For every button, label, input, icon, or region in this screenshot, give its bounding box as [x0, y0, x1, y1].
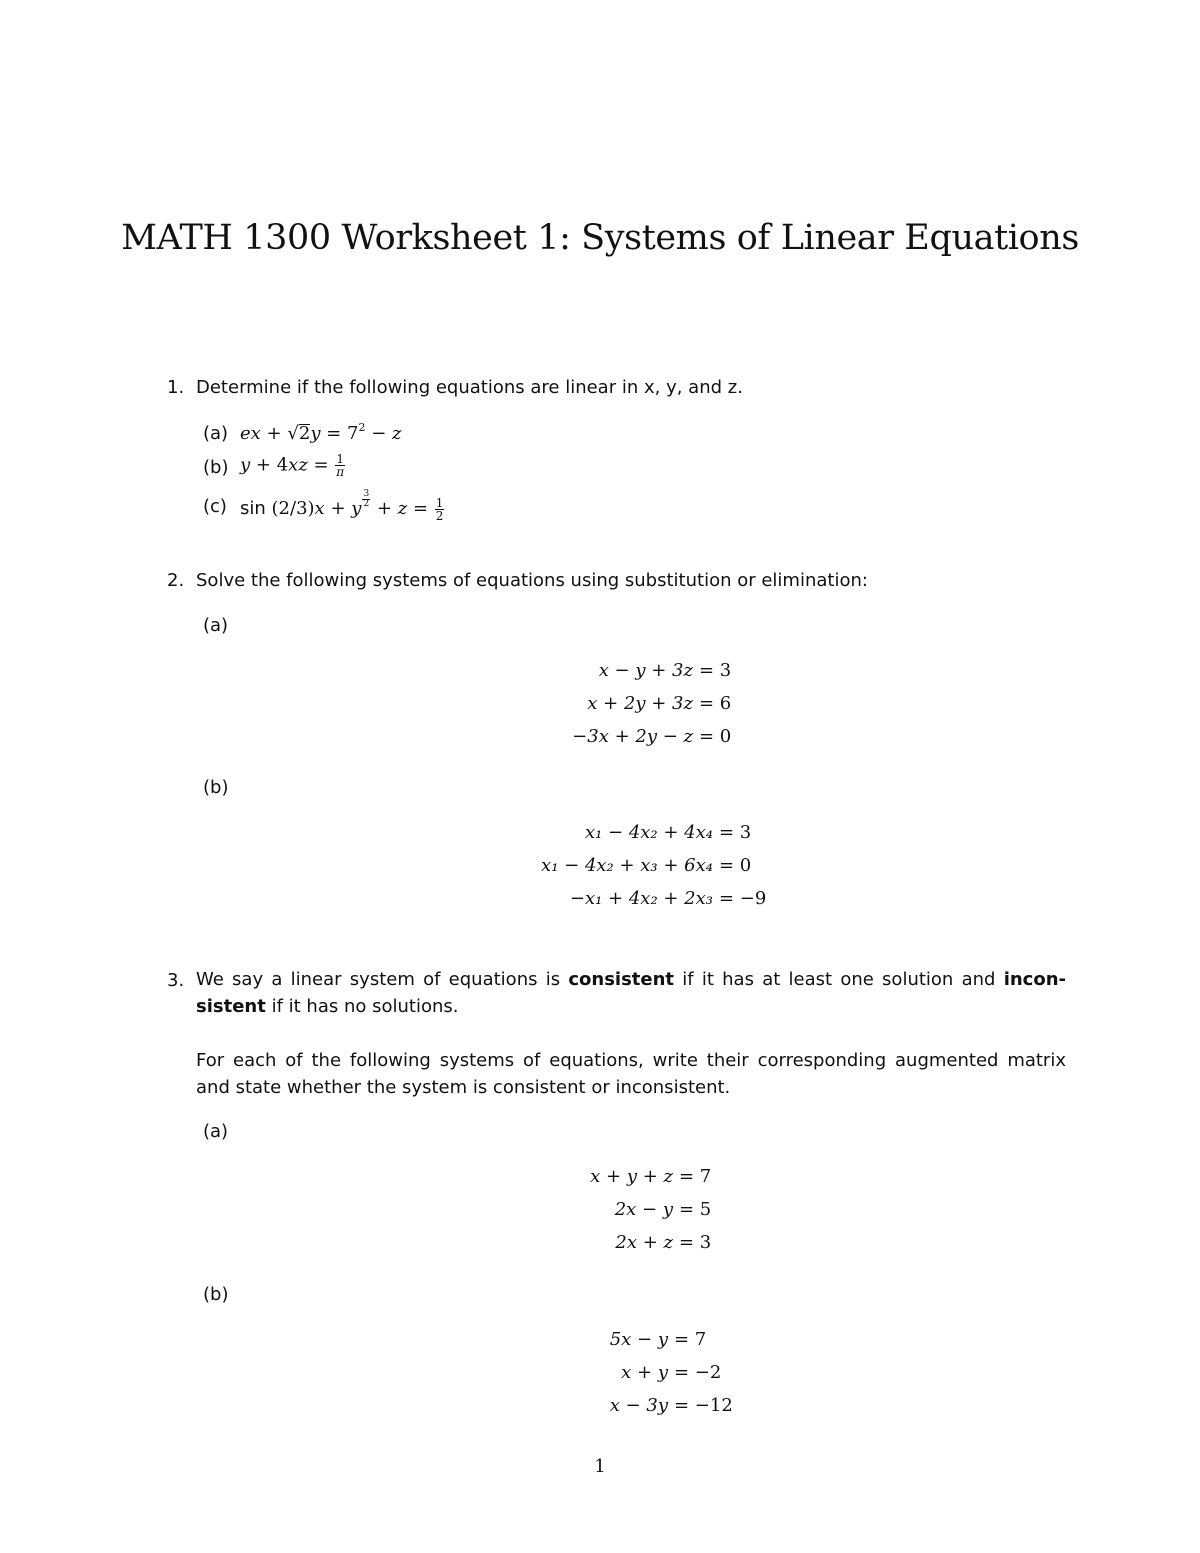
q1-part-b-label: (b)	[203, 457, 229, 478]
equation-lhs: 2x − y	[614, 1199, 673, 1220]
equation-rhs: = −12	[674, 1395, 733, 1416]
q2-number: 2.	[167, 570, 185, 591]
equation-lhs: 5x − y	[609, 1329, 668, 1350]
equation-rhs: = 7	[674, 1329, 707, 1350]
equation-rhs: = 3	[699, 660, 732, 681]
equation-rhs: = 6	[699, 693, 732, 714]
term-inconsistent: incon-sistent	[196, 969, 1066, 1017]
term-consistent: consistent	[568, 969, 675, 990]
equation-rhs: = 0	[719, 855, 752, 876]
q3-text-part: We say a linear system of equations is	[196, 969, 569, 990]
q3-instruction-paragraph: For each of the following systems of equations, write their corresponding augmented matrix and state whether the system is consistent or inconsistent.	[196, 1050, 1066, 1098]
q3-text-part: if it has no solutions.	[265, 996, 459, 1017]
q2-text: Solve the following systems of equations using substitution or elimination:	[196, 570, 868, 591]
q3-text-part: if it has at least one solution and	[674, 969, 1004, 990]
equation-lhs: x − y + 3z	[598, 660, 693, 681]
equation-rhs: = 3	[679, 1232, 712, 1253]
equation-rhs: = 5	[679, 1199, 712, 1220]
q1-text: Determine if the following equations are linear in x, y, and z.	[196, 377, 743, 398]
q2-part-a-label: (a)	[203, 615, 229, 636]
q2-part-b-label: (b)	[203, 777, 229, 798]
page-title: MATH 1300 Worksheet 1: Systems of Linear Equations	[121, 218, 1079, 258]
q1-equation-a: ex + $√2y = 7^2 - z$	[240, 421, 402, 444]
equation-rhs: = 3	[719, 822, 752, 843]
q1-part-a-label: (a)	[203, 423, 229, 444]
q3-number: 3.	[167, 970, 185, 991]
equation-lhs: x − 3y	[609, 1395, 668, 1416]
equation-rhs: = −9	[719, 888, 767, 909]
equation-lhs: −3x + 2y − z	[572, 726, 693, 747]
equation-lhs: x + 2y + 3z	[587, 693, 693, 714]
equation-rhs: = 0	[699, 726, 732, 747]
equation-rhs: = −2	[674, 1362, 722, 1383]
q1-equation-b: y + 4xz = $\frac{1}{\pi}$	[240, 452, 345, 479]
q3-part-a-label: (a)	[203, 1121, 229, 1142]
q3-definition-paragraph	[196, 966, 1066, 1020]
q1-part-c-label: (c)	[203, 496, 227, 517]
q1-number: 1.	[167, 377, 185, 398]
page-number: 1	[594, 1456, 606, 1477]
equation-lhs: −x₁ + 4x₂ + 2x₃	[569, 888, 713, 909]
equation-lhs: 2x + z	[615, 1232, 673, 1253]
q1-equation-c: sin (2/3)x + y $\frac{3}{2}$ + z = $\frac{1}{2}$	[240, 489, 444, 523]
equation-lhs: x + y + z	[590, 1166, 673, 1187]
equation-lhs: x + y	[621, 1362, 668, 1383]
equation-lhs: x₁ − 4x₂ + 4x₄	[584, 822, 713, 843]
equation-rhs: = 7	[679, 1166, 712, 1187]
q3-part-b-label: (b)	[203, 1284, 229, 1305]
equation-lhs: x₁ − 4x₂ + x₃ + 6x₄	[541, 855, 713, 876]
